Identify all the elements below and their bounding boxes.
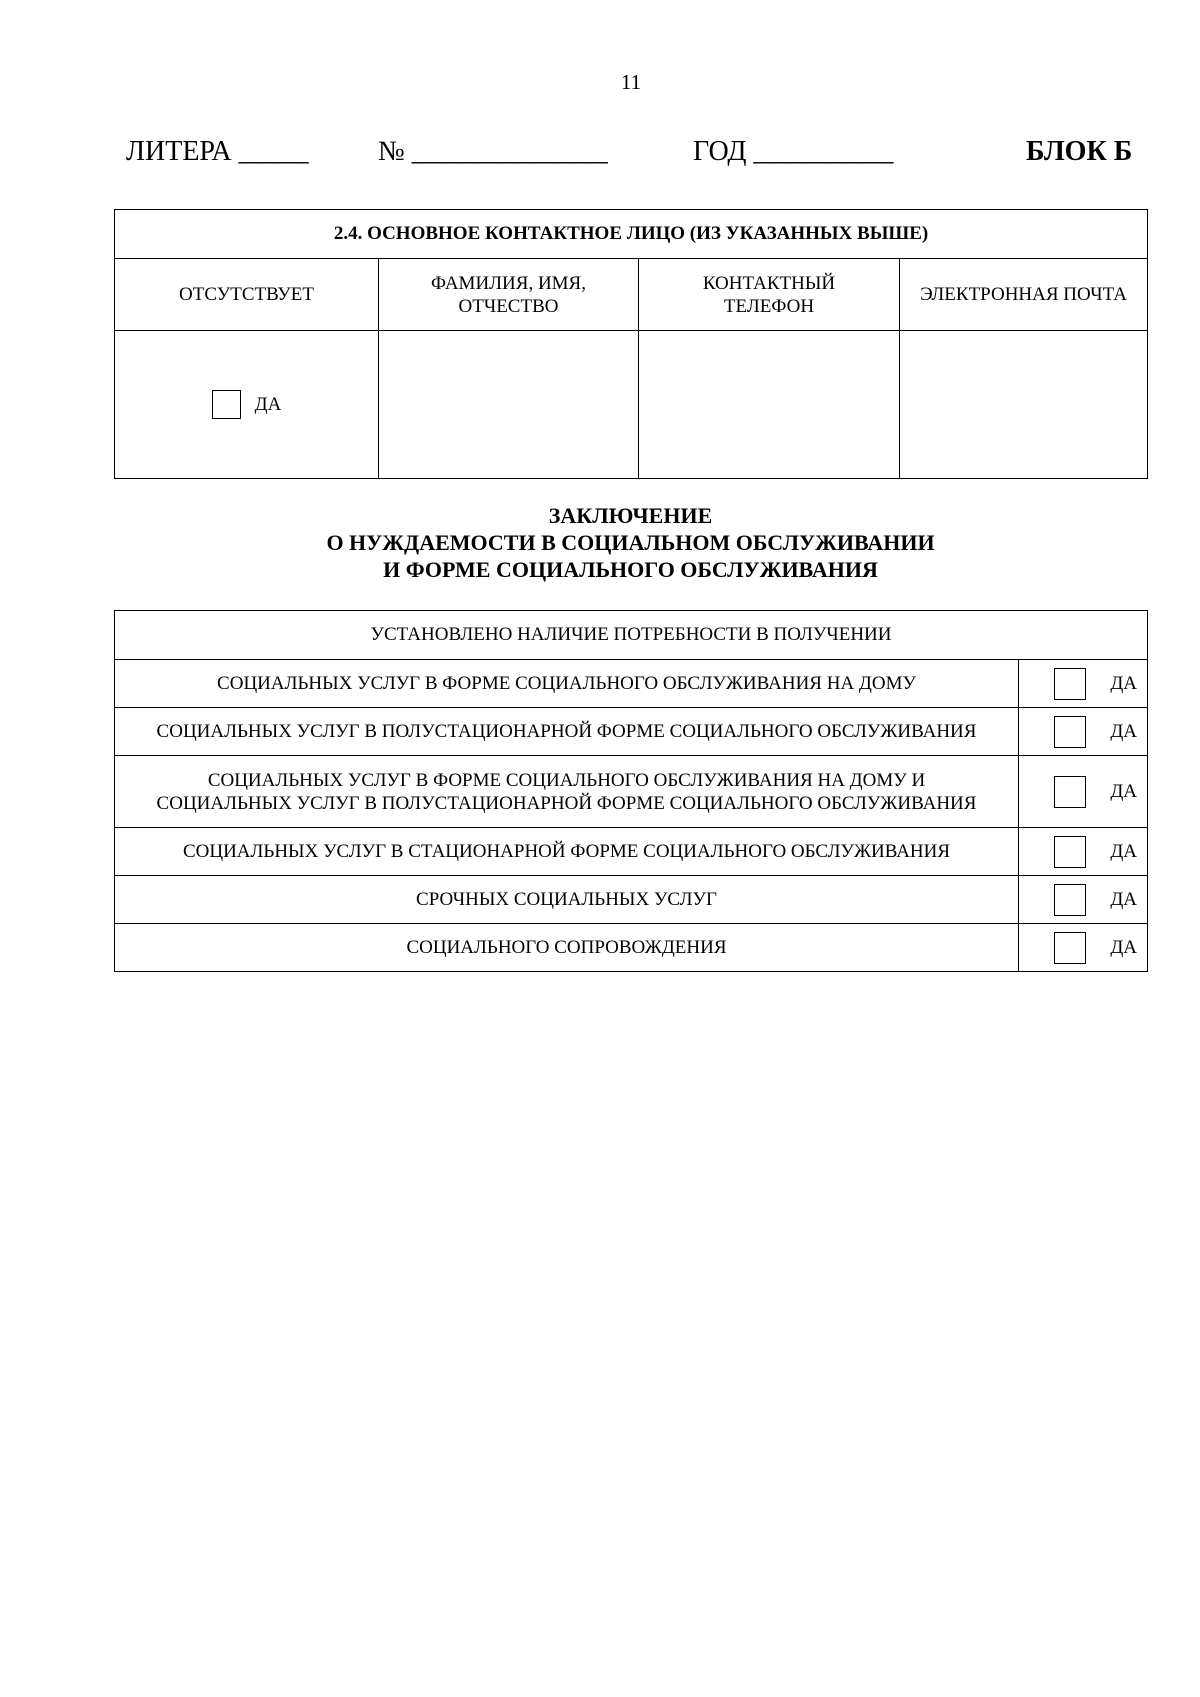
home-service-checkbox[interactable] [1054,668,1086,700]
conclusion-title-line-2: О НУЖДАЕМОСТИ В СОЦИАЛЬНОМ ОБСЛУЖИВАНИИ [326,530,935,555]
year-field[interactable]: ГОД __________ [693,136,894,167]
col-full-name [379,259,639,331]
yes-cell [1019,708,1148,756]
absent-yes-label: ДА [254,393,282,415]
col-full-name-label: ФАМИЛИЯ, ИМЯ, ОТЧЕСТВО [431,272,586,317]
col-absent: ОТСУТСТВУЕТ [115,259,379,331]
yes-label: ДА [1110,888,1137,910]
absent-checkbox[interactable] [212,390,241,419]
yes-label: ДА [1110,840,1137,862]
contact-person-table [114,209,1148,479]
col-phone-label: КОНТАКТНЫЙ ТЕЛЕФОН [702,272,836,317]
needs-table [114,610,1148,972]
stationary-checkbox[interactable] [1054,836,1086,868]
conclusion-title-line-1: ЗАКЛЮЧЕНИЕ [548,503,713,528]
col-email: ЭЛЕКТРОННАЯ ПОЧТА [900,259,1148,331]
email-input-cell[interactable] [900,331,1148,479]
yes-cell [1019,924,1148,972]
needs-table-header: УСТАНОВЛЕНО НАЛИЧИЕ ПОТРЕБНОСТИ В ПОЛУЧЕНИИ [115,611,1148,660]
service-label: СОЦИАЛЬНОГО СОПРОВОЖДЕНИЯ [115,924,1019,972]
yes-cell [1019,660,1148,708]
service-label: СРОЧНЫХ СОЦИАЛЬНЫХ УСЛУГ [115,876,1019,924]
service-label: СОЦИАЛЬНЫХ УСЛУГ В СТАЦИОНАРНОЙ ФОРМЕ СОЦИАЛЬНОГО ОБСЛУЖИВАНИЯ [115,828,1019,876]
social-support-checkbox[interactable] [1054,932,1086,964]
page-number: 11 [620,70,642,94]
yes-cell [1019,756,1148,828]
service-label-line-1: СОЦИАЛЬНЫХ УСЛУГ В ФОРМЕ СОЦИАЛЬНОГО ОБСЛУЖИВАНИЯ НА ДОМУ И [207,769,926,791]
yes-label: ДА [1110,672,1137,694]
absent-cell [115,331,379,479]
block-label: БЛОК Б [1026,136,1133,167]
full-name-input-cell[interactable] [379,331,639,479]
yes-cell [1019,876,1148,924]
home-and-semi-stationary-checkbox[interactable] [1054,776,1086,808]
yes-label: ДА [1110,936,1137,958]
table-row [115,756,1148,828]
yes-cell [1019,828,1148,876]
urgent-services-checkbox[interactable] [1054,884,1086,916]
table-row [115,708,1148,756]
number-field[interactable]: № ______________ [378,136,608,167]
service-label: СОЦИАЛЬНЫХ УСЛУГ В ФОРМЕ СОЦИАЛЬНОГО ОБСЛУЖИВАНИЯ НА ДОМУ [115,660,1019,708]
phone-input-cell[interactable] [639,331,900,479]
contact-table-title: 2.4. ОСНОВНОЕ КОНТАКТНОЕ ЛИЦО (ИЗ УКАЗАННЫХ ВЫШЕ) [115,210,1148,259]
table-row [115,828,1148,876]
service-label-line-2: СОЦИАЛЬНЫХ УСЛУГ В ПОЛУСТАЦИОНАРНОЙ ФОРМЕ СОЦИАЛЬНОГО ОБСЛУЖИВАНИЯ [156,792,977,814]
conclusion-title [114,502,1147,583]
service-label [115,756,1019,828]
table-row [115,924,1148,972]
col-phone [639,259,900,331]
table-row [115,660,1148,708]
service-label: СОЦИАЛЬНЫХ УСЛУГ В ПОЛУСТАЦИОНАРНОЙ ФОРМЕ СОЦИАЛЬНОГО ОБСЛУЖИВАНИЯ [115,708,1019,756]
yes-label: ДА [1110,780,1137,802]
yes-label: ДА [1110,720,1137,742]
litera-field[interactable]: ЛИТЕРА _____ [126,136,309,167]
table-row [115,876,1148,924]
semi-stationary-checkbox[interactable] [1054,716,1086,748]
conclusion-title-line-3: И ФОРМЕ СОЦИАЛЬНОГО ОБСЛУЖИВАНИЯ [383,557,878,582]
